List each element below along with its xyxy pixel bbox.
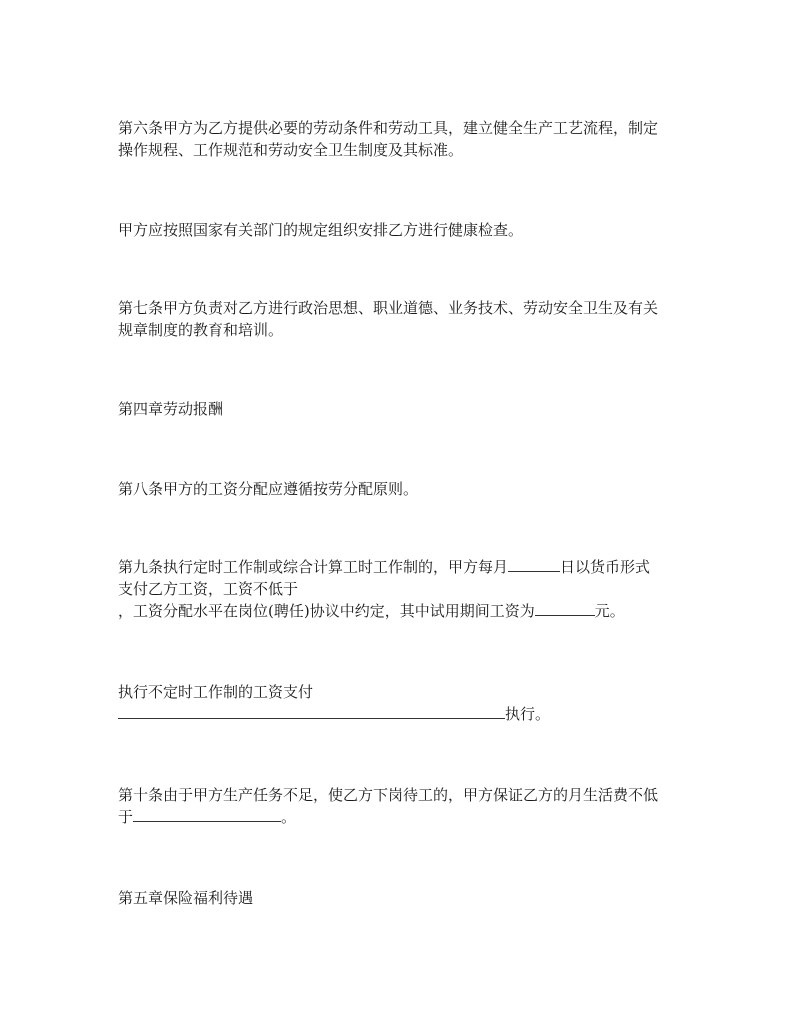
irregular-hours-paragraph xyxy=(118,681,698,725)
text-line: 执行不定时工作制的工资支付 xyxy=(118,683,314,701)
text-line: 甲方应按照国家有关部门的规定组织安排乙方进行健康检查。 xyxy=(118,221,524,239)
text-line xyxy=(118,600,698,622)
text-segment: 第九条执行定时工作制或综合计算工时工作制的，甲方每月 xyxy=(118,558,509,576)
article-7-paragraph xyxy=(118,297,698,341)
wage-payment-method-blank[interactable] xyxy=(118,703,505,719)
living-allowance-blank[interactable] xyxy=(133,806,281,822)
pay-day-blank[interactable] xyxy=(508,556,560,572)
text-segment: 元。 xyxy=(594,602,625,620)
article-6-paragraph xyxy=(118,117,698,161)
text-line: 规章制度的教育和培训。 xyxy=(118,321,284,339)
text-line xyxy=(118,806,698,828)
article-8-paragraph xyxy=(118,478,698,500)
text-line xyxy=(118,703,698,725)
chapter-title: 第五章保险福利待遇 xyxy=(118,889,254,907)
text-line xyxy=(118,556,698,578)
probation-wage-blank[interactable] xyxy=(535,600,595,616)
article-10-paragraph xyxy=(118,784,698,828)
text-line: 第七条甲方负责对乙方进行政治思想、职业道德、业务技术、劳动安全卫生及有关 xyxy=(118,299,659,317)
health-check-paragraph xyxy=(118,219,698,241)
text-line: 第六条甲方为乙方提供必要的劳动条件和劳动工具，建立健全生产工艺流程，制定 xyxy=(118,119,659,137)
text-segment: ，工资分配水平在岗位(聘任)协议中约定，其中试用期间工资为 xyxy=(118,602,535,620)
chapter-4-heading xyxy=(118,398,698,420)
text-segment: 日以货币形式 xyxy=(560,558,651,576)
chapter-title: 第四章劳动报酬 xyxy=(118,400,224,418)
text-segment: 于 xyxy=(118,808,134,826)
chapter-5-heading xyxy=(118,887,698,909)
text-line: 操作规程、工作规范和劳动安全卫生制度及其标准。 xyxy=(118,141,464,159)
text-line: 第八条甲方的工资分配应遵循按劳分配原则。 xyxy=(118,480,419,498)
text-segment: 。 xyxy=(281,808,297,826)
text-line: 第十条由于甲方生产任务不足，使乙方下岗待工的，甲方保证乙方的月生活费不低 xyxy=(118,786,659,804)
text-segment: 执行。 xyxy=(505,705,551,723)
text-line: 支付乙方工资，工资不低于 xyxy=(118,580,299,598)
article-9-paragraph xyxy=(118,556,698,622)
